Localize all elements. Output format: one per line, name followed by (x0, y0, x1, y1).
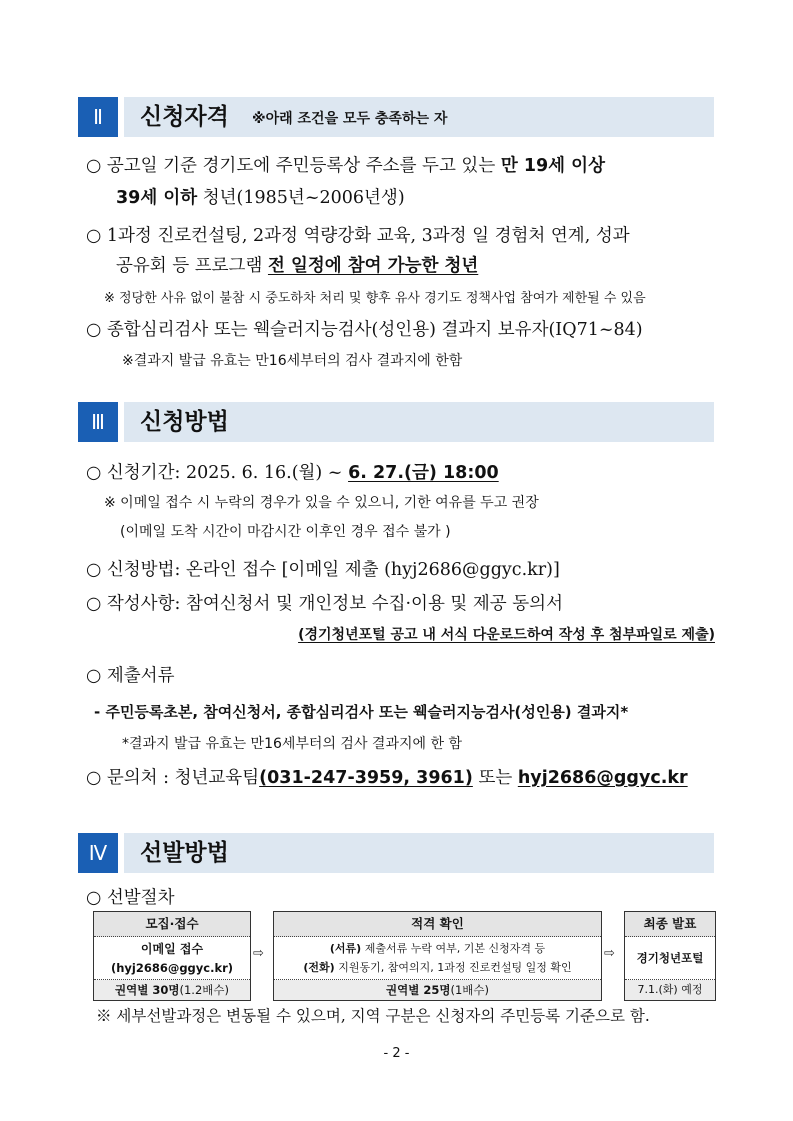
box-line: 이메일 접수 (140, 942, 204, 956)
box-foot-text: (1.2배수) (179, 983, 229, 997)
box-foot: 7.1.(화) 예정 (625, 980, 715, 1000)
selection-note: ※ 세부선발과정은 변동될 수 있으며, 지역 구분은 신청자의 주민등록 기준으로 함. (96, 1007, 650, 1025)
bullet: ○ (86, 560, 102, 580)
bullet: ○ (86, 156, 102, 176)
section-title: 선발방법 (140, 840, 229, 866)
method-apply (86, 556, 560, 581)
selection-label (86, 884, 174, 909)
box-foot (94, 980, 250, 1000)
item-text: 작성사항: 참여신청서 및 개인정보 수집·이용 및 제공 동의서 (106, 594, 563, 614)
section-header-method (78, 402, 714, 442)
eligibility-item-2 (86, 222, 630, 247)
bullet: ○ (86, 226, 102, 246)
box-body: 경기청년포털 (625, 937, 715, 980)
method-write-bold: (경기청년포털 공고 내 서식 다운로드하여 작성 후 첨부파일로 제출) (298, 627, 715, 643)
box-head: 모집·접수 (94, 912, 250, 937)
box-head: 최종 발표 (625, 912, 715, 937)
item-bold-text: 39세 이하 (116, 188, 198, 208)
method-docs-note: *결과지 발급 유효는 만16세부터의 검사 결과지에 한 함 (122, 736, 462, 752)
deadline-text: 6. 27.(금) 18:00 (348, 463, 499, 483)
section-bar (124, 402, 714, 442)
page-number: - 2 - (383, 1046, 410, 1061)
box-line (274, 958, 601, 977)
box-foot-bold: 권역별 30명 (115, 983, 180, 997)
box-line (274, 937, 601, 958)
box-body (274, 937, 601, 980)
section-header-eligibility (78, 97, 714, 137)
box-foot-bold: 권역별 25명 (386, 983, 451, 997)
section-bar (124, 833, 714, 873)
arrow-icon: ⇨ (604, 946, 615, 961)
section-number: Ⅲ (78, 402, 118, 442)
method-write (86, 590, 563, 615)
contact-phone: (031-247-3959, 3961) (259, 768, 473, 788)
process-box-announce (624, 911, 716, 1001)
section-title: 신청방법 (140, 409, 229, 435)
box-foot (274, 980, 601, 1000)
eligibility-note-2: ※결과지 발급 유효는 만16세부터의 검사 결과지에 한함 (122, 353, 463, 369)
bullet: ○ (86, 463, 102, 483)
eligibility-item-1 (86, 152, 605, 177)
section-subtitle: ※아래 조건을 모두 충족하는 자 (252, 111, 448, 127)
item-text: 신청기간: 2025. 6. 16.(월) ~ (106, 463, 343, 483)
bullet: ○ (86, 320, 102, 340)
process-box-qualify (273, 911, 602, 1001)
section-number: Ⅱ (78, 97, 118, 137)
item-bold-text: 만 19세 이상 (500, 156, 605, 176)
box-line: (hyj2686@ggyc.kr) (110, 961, 234, 975)
item-text: 청년(1985년~2006년생) (202, 188, 405, 208)
box-line-text: 제출서류 누락 여부, 기본 신청자격 등 (364, 942, 546, 955)
item-text: 종합심리검사 또는 웩슬러지능검사(성인용) 결과지 보유자(IQ71~84) (106, 320, 643, 340)
item-text: 공유회 등 프로그램 (116, 256, 263, 276)
item-text: 또는 (478, 768, 513, 788)
contact-email[interactable]: hyj2686@ggyc.kr (517, 768, 688, 788)
item-text: 제출서류 (106, 666, 175, 686)
section-header-selection (78, 833, 714, 873)
method-contact (86, 764, 688, 789)
item-text: 1과정 진로컨설팅, 2과정 역량강화 교육, 3과정 일 경험처 연계, 성과 (106, 226, 630, 246)
bullet: ○ (86, 888, 102, 908)
item-text: 선발절차 (106, 888, 175, 908)
bullet: ○ (86, 666, 102, 686)
item-text: 문의처 : 청년교육팀 (106, 768, 260, 788)
bullet: ○ (86, 594, 102, 614)
arrow-icon: ⇨ (253, 946, 264, 961)
eligibility-item-2-cont (116, 252, 478, 277)
eligibility-item-3 (86, 316, 643, 341)
eligibility-item-1-cont (116, 184, 405, 209)
method-period (86, 459, 499, 484)
method-note-2: (이메일 도착 시간이 마감시간 이후인 경우 접수 불가 ) (120, 524, 451, 540)
box-head: 적격 확인 (274, 912, 601, 937)
box-line-text: 지원동기, 참여의지, 1과정 진로컨설팅 일정 확인 (338, 961, 572, 974)
box-foot-text: (1배수) (450, 983, 489, 997)
box-body (94, 937, 250, 980)
box-line-bold: (서류) (329, 942, 362, 955)
item-text: 공고일 기준 경기도에 주민등록상 주소를 두고 있는 (106, 156, 496, 176)
method-docs-list: - 주민등록초본, 참여신청서, 종합심리검사 또는 웩슬러지능검사(성인용) 결과지* (94, 703, 629, 721)
item-text: 신청방법: 온라인 접수 [이메일 제출 (hyj2686@ggyc.kr)] (106, 560, 560, 580)
method-docs (86, 662, 174, 687)
box-line-bold: (전화) (303, 961, 335, 974)
section-bar (124, 97, 714, 137)
item-bold-text: 전 일정에 참여 가능한 청년 (267, 256, 479, 276)
section-number: Ⅳ (78, 833, 118, 873)
process-box-recruit (93, 911, 251, 1001)
bullet: ○ (86, 768, 102, 788)
section-title: 신청자격 (140, 104, 229, 130)
eligibility-note-1: ※ 정당한 사유 없이 불참 시 중도하차 처리 및 향후 유사 경기도 정책사업 참여가 제한될 수 있음 (104, 291, 646, 306)
method-note-1: ※ 이메일 접수 시 누락의 경우가 있을 수 있으니, 기한 여유를 두고 권장 (104, 495, 539, 511)
